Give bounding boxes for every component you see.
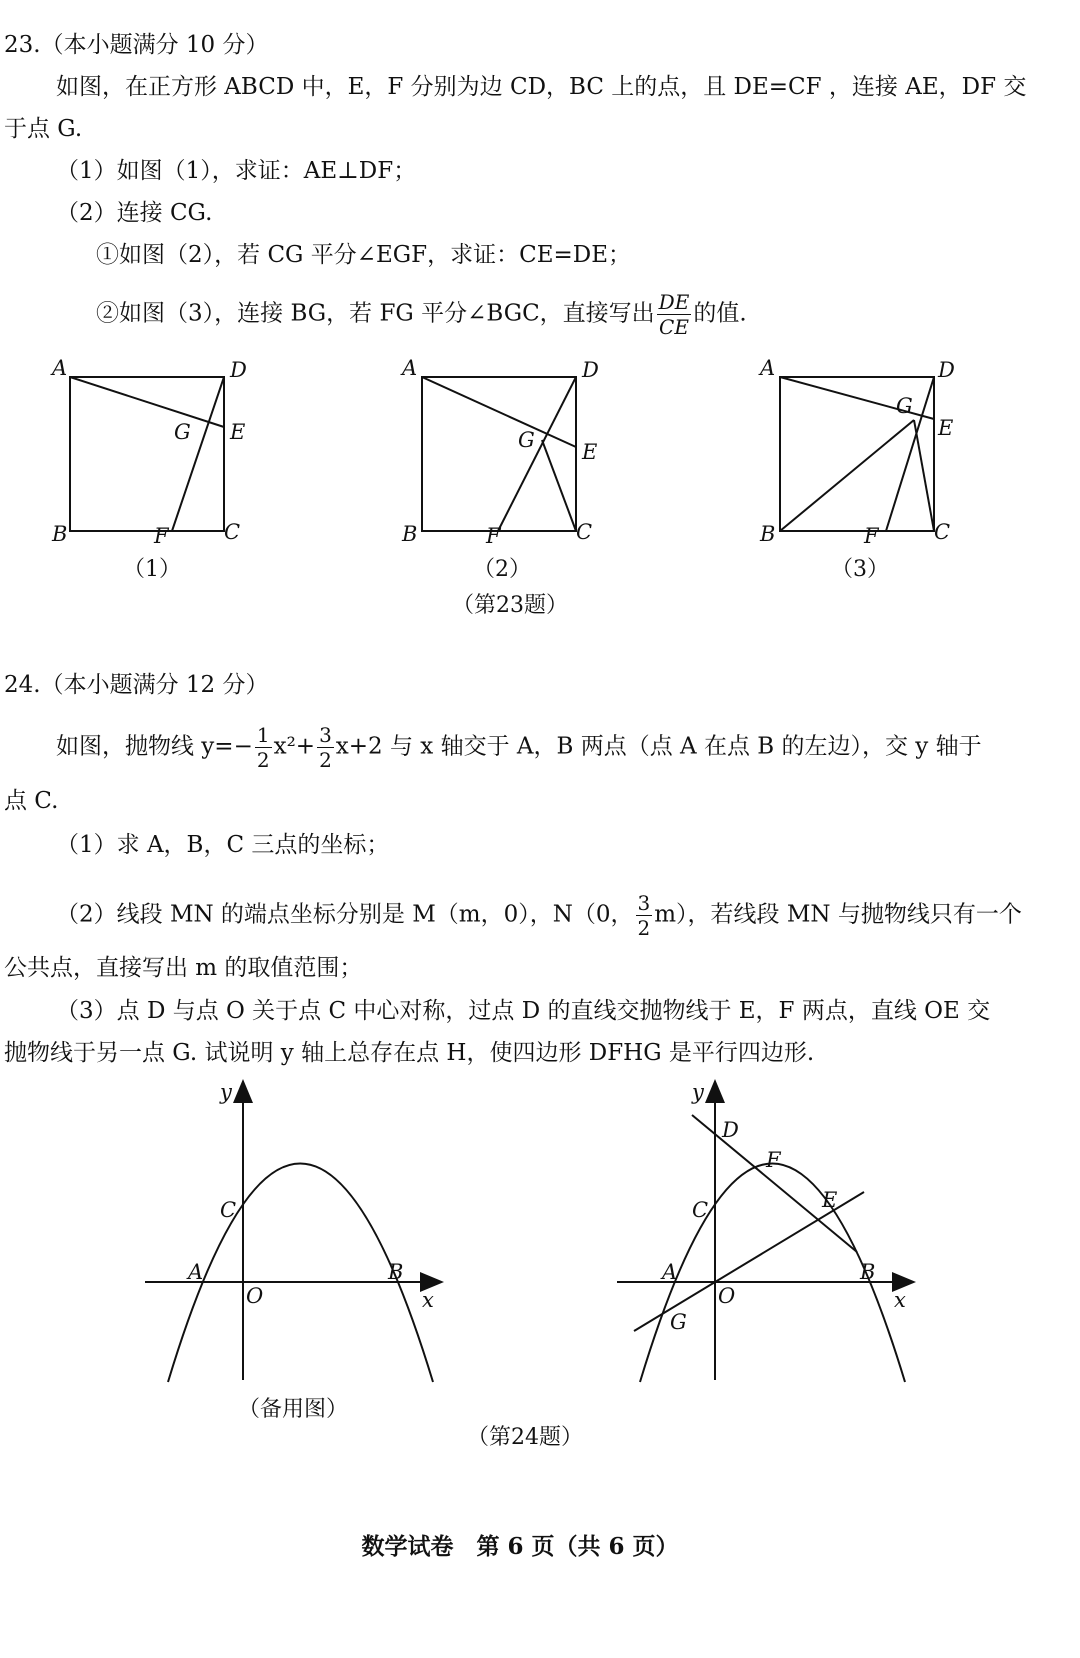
q23-ratio-numerator: DE [658, 290, 690, 314]
label-e: E [230, 420, 246, 444]
segment-bg [780, 420, 914, 531]
q23-part2-sub2-after: 的值. [693, 300, 747, 327]
q23-part1: （1）如图（1），求证：AE⊥DF； [56, 158, 417, 184]
label-d: D [582, 358, 599, 382]
label-x: x [894, 1288, 906, 1312]
segment-df [172, 377, 224, 531]
label-g: G [174, 420, 191, 444]
q23-header: 23.（本小题满分 10 分） [4, 32, 269, 58]
label-f: F [486, 524, 501, 548]
q24-part2-fraction-num: 3 [637, 891, 651, 915]
square-abcd [422, 377, 576, 531]
q24-figure-title: （第24题） [467, 1425, 583, 1450]
q24-stem-part-c: x+2 与 x 轴交于 A，B 两点（点 A 在点 B 的左边），交 y 轴于 [335, 733, 982, 760]
label-b: B [760, 522, 776, 546]
label-d: D [938, 358, 955, 382]
q24-part2-fraction [636, 893, 653, 938]
q23-figure-title: （第23题） [452, 593, 568, 618]
q23-stem-line1: 如图，在正方形 ABCD 中，E，F 分别为边 CD，BC 上的点，且 DE=CF ，连接 AE，DF 交 [56, 74, 1027, 100]
q24-stem-line1 [56, 725, 982, 770]
segment-ae [70, 377, 224, 427]
q24-fraction-three-halves [317, 725, 334, 770]
q23-figure-2 [400, 355, 620, 555]
segment-df [498, 377, 576, 531]
q24-fraction-half-num: 1 [256, 723, 270, 747]
label-b: B [52, 522, 68, 546]
label-e: E [582, 440, 598, 464]
label-c: C [224, 520, 241, 544]
q23-part2-sub1: ①如图（2），若 CG 平分∠EGF，求证：CE=DE； [96, 242, 632, 268]
label-e: E [822, 1188, 838, 1212]
label-d: D [722, 1118, 739, 1142]
q23-stem-line2: 于点 G. [4, 116, 83, 142]
q24-part2-b: m），若线段 MN 与抛物线只有一个 [654, 901, 1022, 928]
q24-fraction-3-2-den: 2 [319, 748, 332, 772]
q24-part2-fraction-den: 2 [637, 916, 651, 940]
q23-ratio-denominator: CE [659, 315, 689, 339]
q23-caption-3: （3） [831, 557, 889, 582]
label-g: G [896, 394, 913, 418]
label-a: A [760, 356, 776, 380]
label-b: B [860, 1260, 876, 1284]
q24-part2-a: （2）线段 MN 的端点坐标分别是 M（m，0），N（0， [56, 901, 634, 928]
q23-caption-2: （2） [473, 557, 531, 582]
q24-fraction-half [255, 725, 272, 770]
label-a: A [52, 356, 68, 380]
segment-cg [914, 420, 934, 531]
label-o: O [246, 1284, 264, 1308]
q24-figure-spare [140, 1075, 470, 1395]
label-c: C [576, 520, 593, 544]
label-d: D [230, 358, 247, 382]
q23-ratio-fraction [657, 292, 692, 337]
page-footer: 数学试卷 第 6 页（共 6 页） [361, 1533, 679, 1560]
label-f: F [864, 524, 879, 548]
line-de [692, 1115, 857, 1252]
square-abcd [70, 377, 224, 531]
q24-stem-line2: 点 C. [4, 788, 59, 814]
q24-part1: （1）求 A，B，C 三点的坐标； [56, 832, 390, 858]
label-a: A [662, 1260, 678, 1284]
label-f: F [766, 1148, 781, 1172]
q23-part2-sub2-before: ②如图（3），连接 BG，若 FG 平分∠BGC，直接写出 [96, 300, 655, 327]
q24-part2-line1 [56, 893, 1022, 938]
q24-part3-line2: 抛物线于另一点 G. 试说明 y 轴上总存在点 H，使四边形 DFHG 是平行四边形. [4, 1040, 815, 1066]
label-e: E [938, 416, 954, 440]
label-a: A [188, 1260, 204, 1284]
label-g: G [518, 428, 535, 452]
q23-caption-1: （1） [123, 557, 181, 582]
segment-cg [542, 440, 576, 531]
label-y: y [220, 1080, 232, 1104]
q24-part3-line1: （3）点 D 与点 O 关于点 C 中心对称，过点 D 的直线交抛物线于 E，F 两点，直线 OE 交 [56, 998, 991, 1024]
label-b: B [388, 1260, 404, 1284]
q24-spare-caption: （备用图） [237, 1397, 348, 1422]
label-a: A [402, 356, 418, 380]
q24-stem-part-a: 如图，抛物线 y=− [56, 733, 253, 760]
label-c: C [934, 520, 951, 544]
q23-figure-1 [50, 355, 270, 555]
q23-part2: （2）连接 CG. [56, 200, 213, 226]
label-b: B [402, 522, 418, 546]
q24-stem-part-b: x²+ [273, 733, 316, 760]
segment-ae [422, 377, 576, 447]
q24-fraction-3-2-num: 3 [319, 723, 332, 747]
q24-figure-main [612, 1075, 942, 1395]
label-o: O [718, 1284, 736, 1308]
label-g: G [670, 1310, 687, 1334]
label-f: F [154, 524, 169, 548]
q24-header: 24.（本小题满分 12 分） [4, 672, 269, 698]
label-y: y [692, 1080, 704, 1104]
q23-part2-sub2 [96, 292, 747, 337]
label-x: x [422, 1288, 434, 1312]
q24-fraction-half-den: 2 [256, 748, 270, 772]
label-c: C [220, 1198, 237, 1222]
label-c: C [692, 1198, 709, 1222]
q24-part2-line2: 公共点，直接写出 m 的取值范围； [4, 955, 363, 981]
q23-figure-3 [758, 355, 978, 555]
